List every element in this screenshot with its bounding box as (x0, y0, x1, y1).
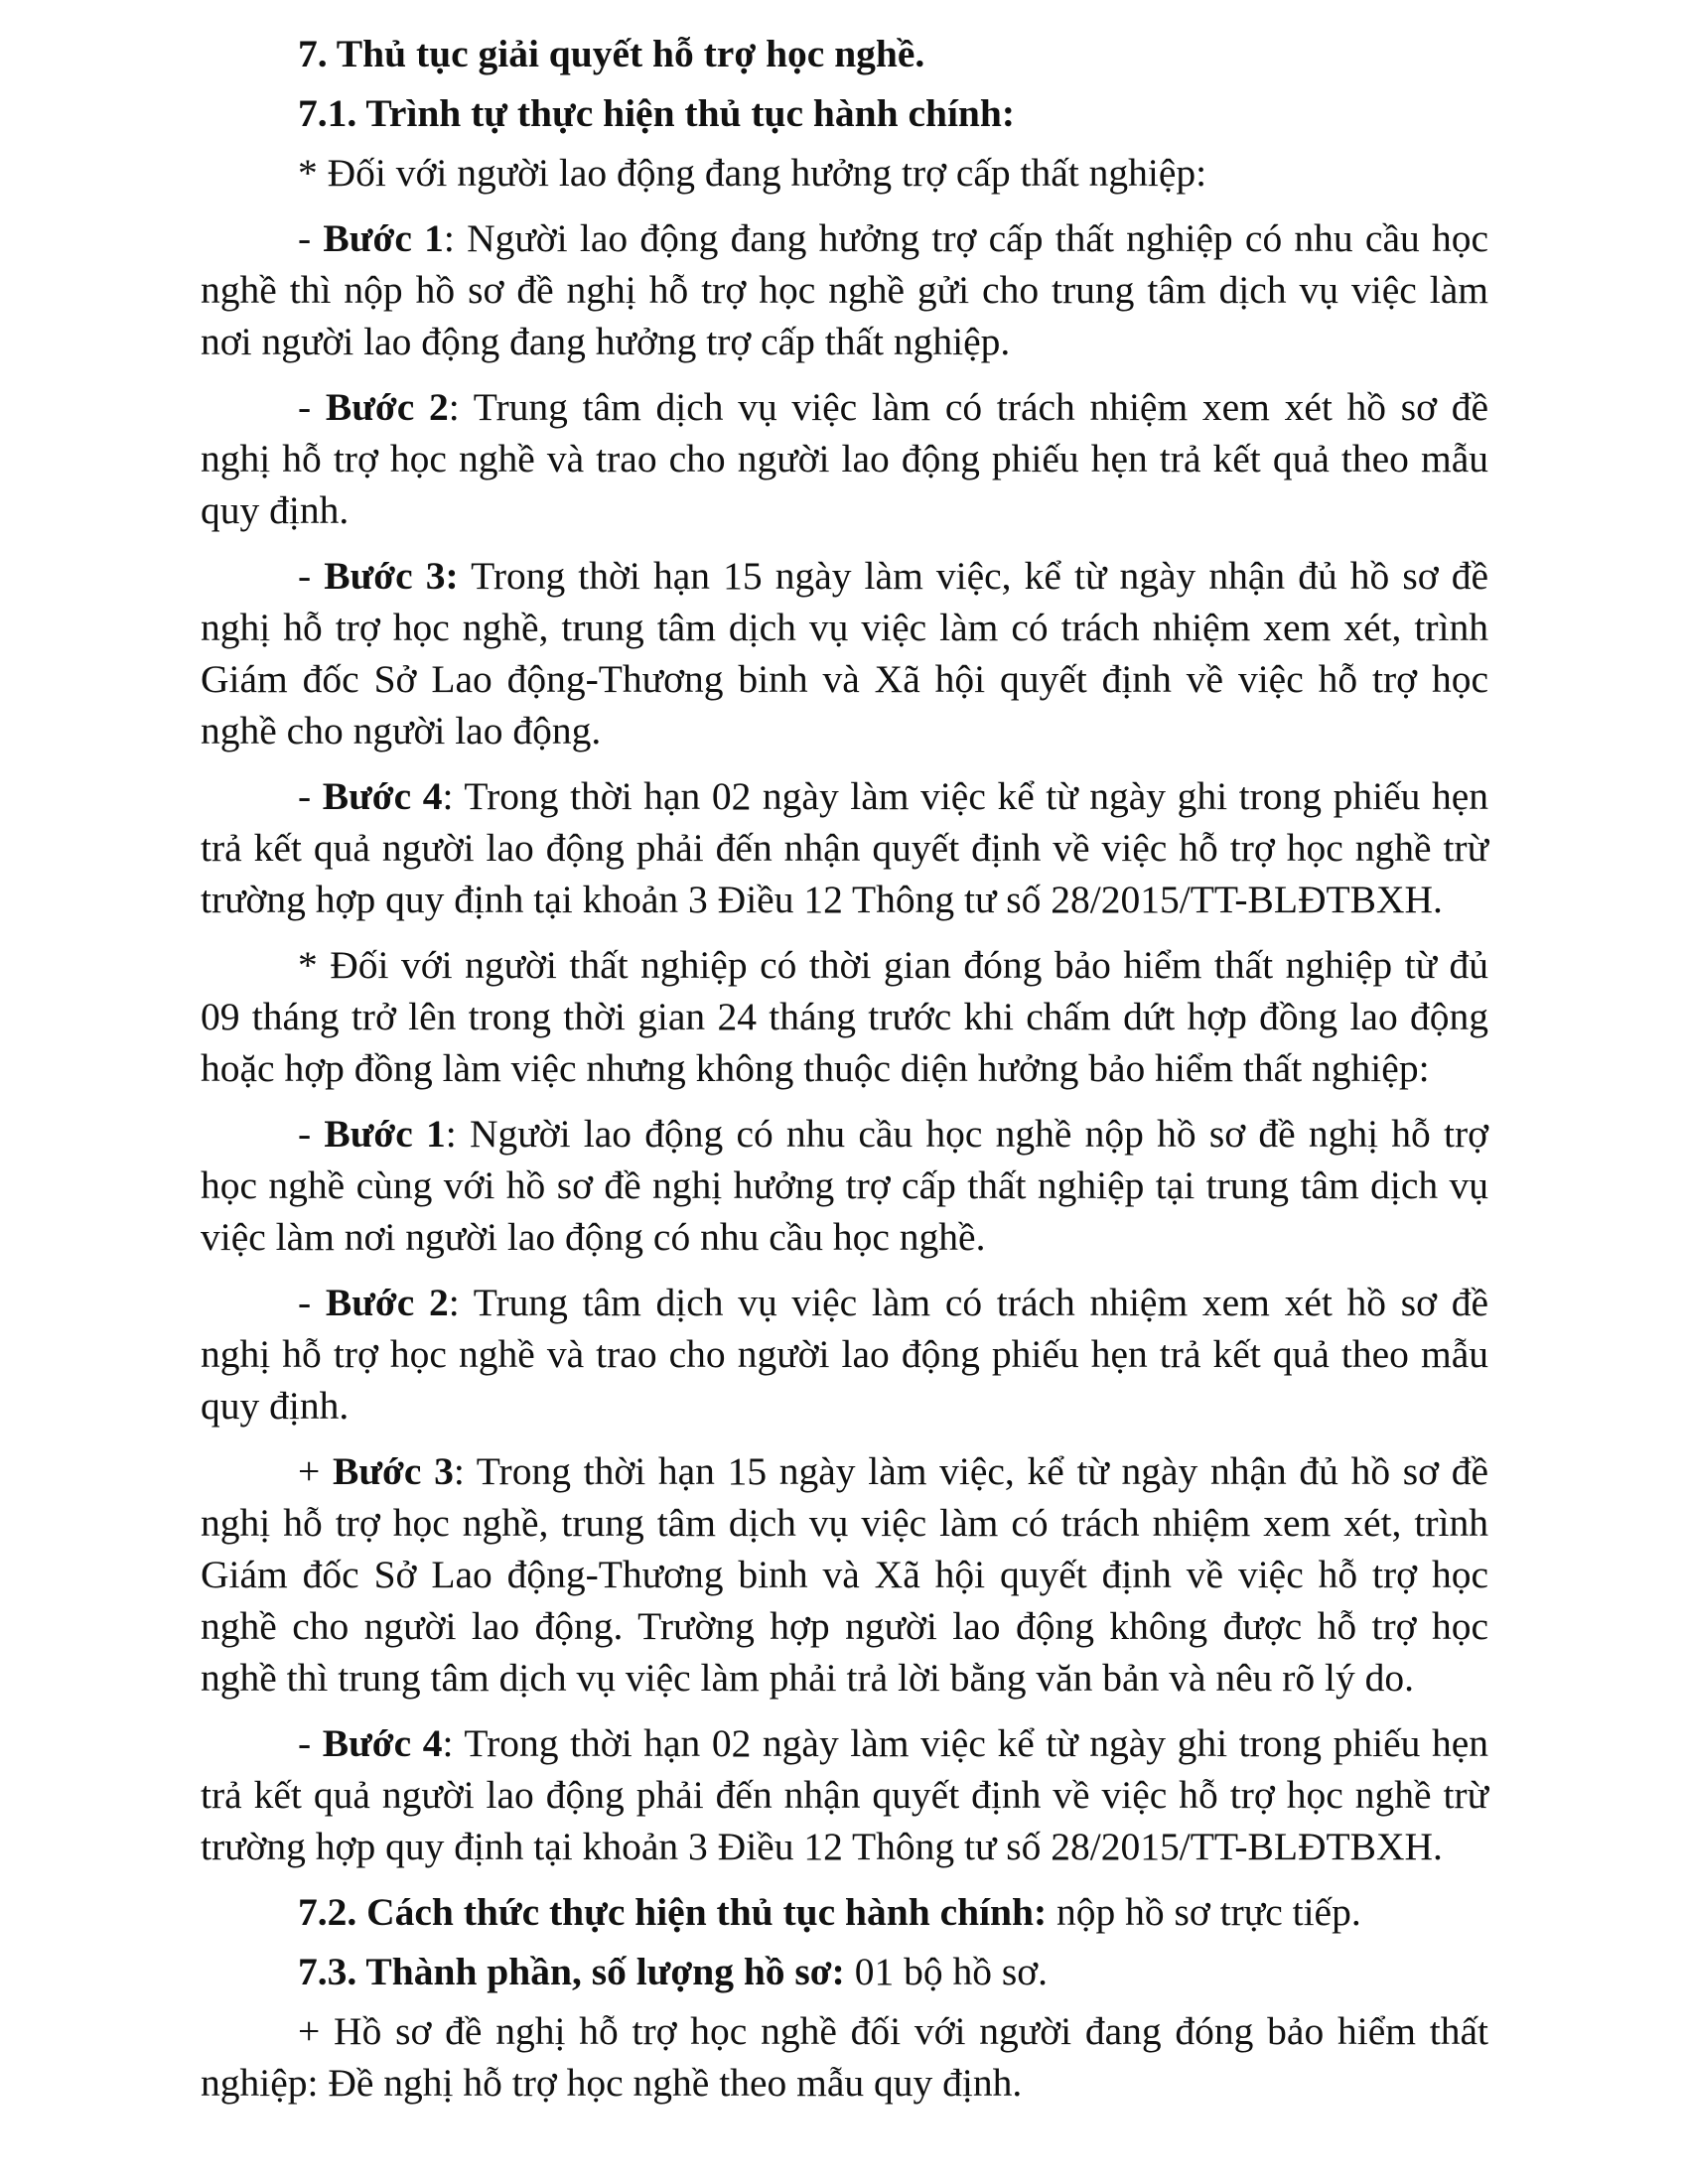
section-7-3-text: 01 bộ hồ sơ. (844, 1950, 1048, 1993)
step-label: Bước 2 (325, 1281, 449, 1324)
step-label: Bước 2 (325, 385, 449, 429)
step-separator: : (445, 1112, 457, 1156)
step-label: Bước 3 (332, 1449, 454, 1493)
group-2-intro: * Đối với người thất nghiệp có thời gian đóng bảo hiểm thất nghiệp từ đủ 09 tháng trở lên trong thời gian 24 tháng trước khi chấm dứt hợp đồng lao động hoặc hợp đồng làm việc nhưng không thuộc diện hưởng bảo hiểm thất nghiệp: (201, 943, 1488, 1090)
step-prefix: - (298, 554, 325, 598)
step-prefix: - (298, 385, 326, 429)
step-text: Trong thời hạn 02 ngày làm việc kể từ ngày ghi trong phiếu hẹn trả kết quả người lao động phải đến nhận quyết định về việc hỗ trợ học nghề trừ trường hợp quy định tại khoản 3 Điều 12 Thông tư số 28/2015/TT-BLĐTBXH. (201, 774, 1488, 921)
step-prefix: + (298, 1449, 333, 1493)
group-1-step-1 (201, 212, 1488, 367)
step-label: Bước 4 (322, 774, 443, 818)
group-1-step-3 (201, 550, 1488, 756)
group-2-step-4 (201, 1717, 1488, 1872)
group-2-step-3 (201, 1445, 1488, 1704)
step-prefix: - (298, 1721, 323, 1765)
section-7-2 (201, 1886, 1488, 1938)
section-7-3-item: + Hồ sơ đề nghị hỗ trợ học nghề đối với người đang đóng bảo hiểm thất nghiệp: Đề nghị hỗ trợ học nghề theo mẫu quy định. (201, 2009, 1488, 2105)
section-7-2-text: nộp hồ sơ trực tiếp. (1047, 1890, 1361, 1934)
step-prefix: - (298, 1112, 325, 1156)
section-heading-7-1: 7.1. Trình tự thực hiện thủ tục hành chính: (298, 91, 1016, 135)
group-2-step-2 (201, 1277, 1488, 1432)
step-separator: : (442, 1721, 454, 1765)
section-7-3 (201, 1946, 1488, 1997)
section-7-2-title: 7.2. Cách thức thực hiện thủ tục hành chính: (298, 1890, 1048, 1934)
step-text: Người lao động có nhu cầu học nghề nộp hồ sơ đề nghị hỗ trợ học nghề cùng với hồ sơ đề nghị hưởng trợ cấp thất nghiệp tại trung tâm dịch vụ việc làm nơi người lao động có nhu cầu học nghề. (201, 1112, 1488, 1259)
step-prefix: - (298, 774, 323, 818)
group-1-intro: * Đối với người lao động đang hưởng trợ cấp thất nghiệp: (298, 151, 1207, 195)
step-text: Trong thời hạn 02 ngày làm việc kể từ ngày ghi trong phiếu hẹn trả kết quả người lao động phải đến nhận quyết định về việc hỗ trợ học nghề trừ trường hợp quy định tại khoản 3 Điều 12 Thông tư số 28/2015/TT-BLĐTBXH. (201, 1721, 1488, 1868)
step-separator: : (453, 1449, 465, 1493)
section-7-3-title: 7.3. Thành phần, số lượng hồ sơ: (298, 1950, 845, 1993)
step-text: Trung tâm dịch vụ việc làm có trách nhiệm xem xét hồ sơ đề nghị hỗ trợ học nghề và trao cho người lao động phiếu hẹn trả kết quả theo mẫu quy định. (201, 385, 1488, 532)
step-prefix: - (298, 1281, 326, 1324)
step-label: Bước 4 (322, 1721, 443, 1765)
step-separator: : (448, 1281, 460, 1324)
step-label: Bước 3: (324, 554, 459, 598)
document-page (201, 28, 1488, 2122)
step-prefix: - (298, 216, 324, 260)
step-text: Người lao động đang hưởng trợ cấp thất nghiệp có nhu cầu học nghề thì nộp hồ sơ đề nghị hỗ trợ học nghề gửi cho trung tâm dịch vụ việc làm nơi người lao động đang hưởng trợ cấp thất nghiệp. (201, 216, 1489, 363)
step-label: Bước 1 (323, 216, 444, 260)
step-text: Trong thời hạn 15 ngày làm việc, kể từ ngày nhận đủ hồ sơ đề nghị hỗ trợ học nghề, trung tâm dịch vụ việc làm có trách nhiệm xem xét, trình Giám đốc Sở Lao động-Thương binh và Xã hội quyết định về việc hỗ trợ học nghề cho người lao động. (201, 554, 1489, 752)
group-1-step-4 (201, 770, 1488, 925)
step-separator: : (443, 216, 455, 260)
step-separator: : (448, 385, 460, 429)
section-heading-7: 7. Thủ tục giải quyết hỗ trợ học nghề. (298, 32, 925, 75)
group-2-step-1 (201, 1108, 1488, 1263)
step-separator: : (442, 774, 454, 818)
step-text: Trung tâm dịch vụ việc làm có trách nhiệm xem xét hồ sơ đề nghị hỗ trợ học nghề và trao cho người lao động phiếu hẹn trả kết quả theo mẫu quy định. (201, 1281, 1488, 1428)
step-label: Bước 1 (324, 1112, 446, 1156)
step-text: Trong thời hạn 15 ngày làm việc, kể từ ngày nhận đủ hồ sơ đề nghị hỗ trợ học nghề, trung tâm dịch vụ việc làm có trách nhiệm xem xét, trình Giám đốc Sở Lao động-Thương binh và Xã hội quyết định về việc hỗ trợ học nghề cho người lao động. Trường hợp người lao động không được hỗ trợ học nghề thì trung tâm dịch vụ việc làm phải trả lời bằng văn bản và nêu rõ lý do. (201, 1449, 1488, 1700)
group-1-step-2 (201, 381, 1488, 536)
